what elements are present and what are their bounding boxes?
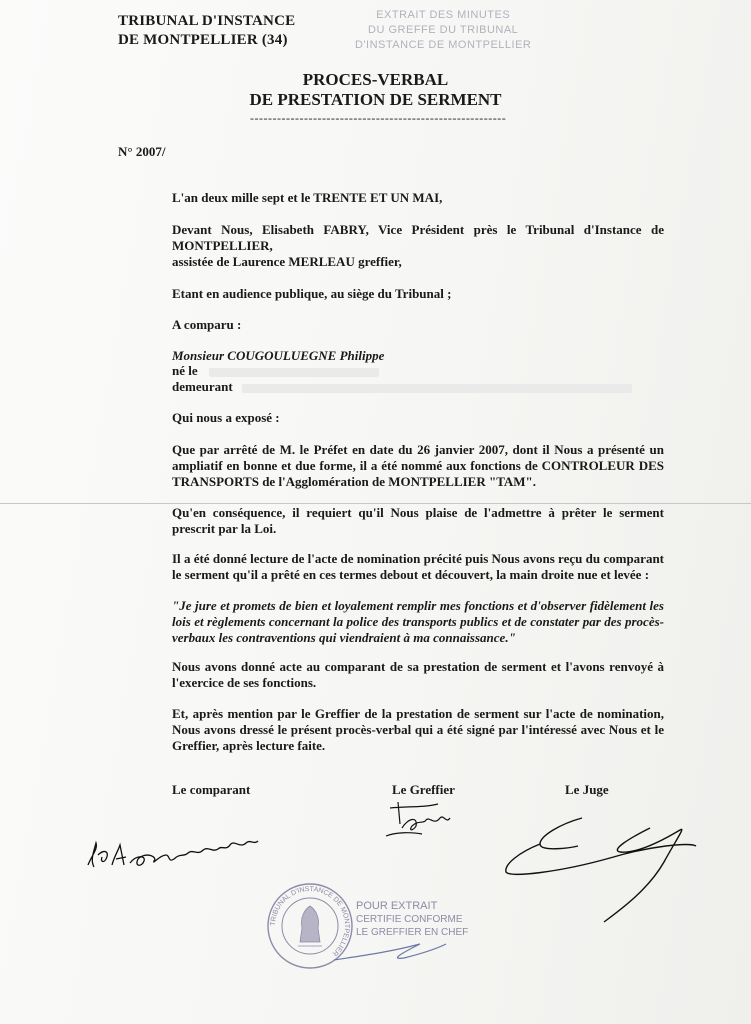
copy-stamp-line1: EXTRAIT DES MINUTES <box>376 9 511 21</box>
paper-fold <box>0 503 751 504</box>
person-name: Monsieur COUGOULUEGNE Philippe <box>172 348 385 363</box>
oath-text: "Je jure et promets de bien et loyalement remplir mes fonctions et d'observer fidèlement les lois et règlements concernant la police des transports publics et de constater par des procès-verbaux les contraventions qui viendraient à ma connaissance." <box>172 598 664 645</box>
certification-line1: POUR EXTRAIT <box>356 900 438 912</box>
compare-label: A comparu : <box>172 317 242 332</box>
paragraph-acknowledgment: Nous avons donné acte au comparant de sa prestation de serment et l'avons renvoyé à l'exercice de ses fonctions. <box>172 659 664 690</box>
title-line1: PROCES-VERBAL <box>302 70 449 89</box>
paragraph-appointment: Que par arrêté de M. le Préfet en date du 26 janvier 2007, dont il Nous a présenté un ampliatif en bonne et due forme, il a été nommé aux fonctions de CONTROLEUR DES TRANSPORTS de l'Agglomération de MONTPELLIER "TAM". <box>172 442 664 489</box>
court-name-line2: DE MONTPELLIER (34) <box>118 32 288 48</box>
judge-line: Devant Nous, Elisabeth FABRY, Vice Président près le Tribunal d'Instance de MONTPELLIER, <box>172 222 664 253</box>
clerk-line: assistée de Laurence MERLEAU greffier, <box>172 254 402 269</box>
audience-line: Etant en audience publique, au siège du Tribunal ; <box>172 286 452 301</box>
certification-paraph <box>330 930 450 970</box>
court-header <box>118 12 295 50</box>
address-label: demeurant <box>172 379 233 394</box>
juge-signature <box>500 810 720 930</box>
copy-stamp-line2: DU GREFFE DU TRIBUNAL <box>368 24 519 36</box>
birth-line <box>172 363 664 379</box>
copy-stamp-line3: D'INSTANCE DE MONTPELLIER <box>355 39 532 51</box>
date-line: L'an deux mille sept et le TRENTE ET UN MAI, <box>172 190 443 205</box>
born-label: né le <box>172 363 198 378</box>
title-underline: --------------------------------------------------------- <box>250 111 507 125</box>
seal-ring-text: TRIBUNAL D'INSTANCE DE MONTPELLIER <box>269 885 351 957</box>
document-title <box>0 70 751 110</box>
redacted-address <box>242 384 632 393</box>
address-line <box>172 379 664 395</box>
greffier-label: Le Greffier <box>392 782 455 797</box>
greffier-signature <box>378 796 468 846</box>
paragraph-reading: Il a été donné lecture de l'acte de nomination précité puis Nous avons reçu du comparant le serment qu'il a prêté en ces termes debout et découvert, la main droite nue et levée : <box>172 551 664 582</box>
court-name-line1: TRIBUNAL D'INSTANCE <box>118 13 296 29</box>
paragraph-request: Qu'en conséquence, il requiert qu'il Nous plaise de l'admettre à prêter le serment prescrit par la Loi. <box>172 505 664 536</box>
document-number: N° 2007/ <box>118 144 166 159</box>
copy-stamp <box>355 8 531 53</box>
juge-label: Le Juge <box>565 782 609 797</box>
title-line2: DE PRESTATION DE SERMENT <box>249 90 502 109</box>
comparant-signature <box>80 815 280 875</box>
redacted-birth <box>209 368 379 377</box>
certification-line2: CERTIFIE CONFORME <box>356 914 463 925</box>
comparant-label: Le comparant <box>172 782 251 797</box>
paragraph-closing: Et, après mention par le Greffier de la prestation de serment sur l'acte de nomination, Nous avons dressé le présent procès-verbal qui a été signé par l'intéressé avec Nous et le Greffier, après lecture faite. <box>172 706 664 753</box>
certification-line3: LE GREFFIER EN CHEF <box>356 927 469 938</box>
expose-label: Qui nous a exposé : <box>172 410 280 425</box>
